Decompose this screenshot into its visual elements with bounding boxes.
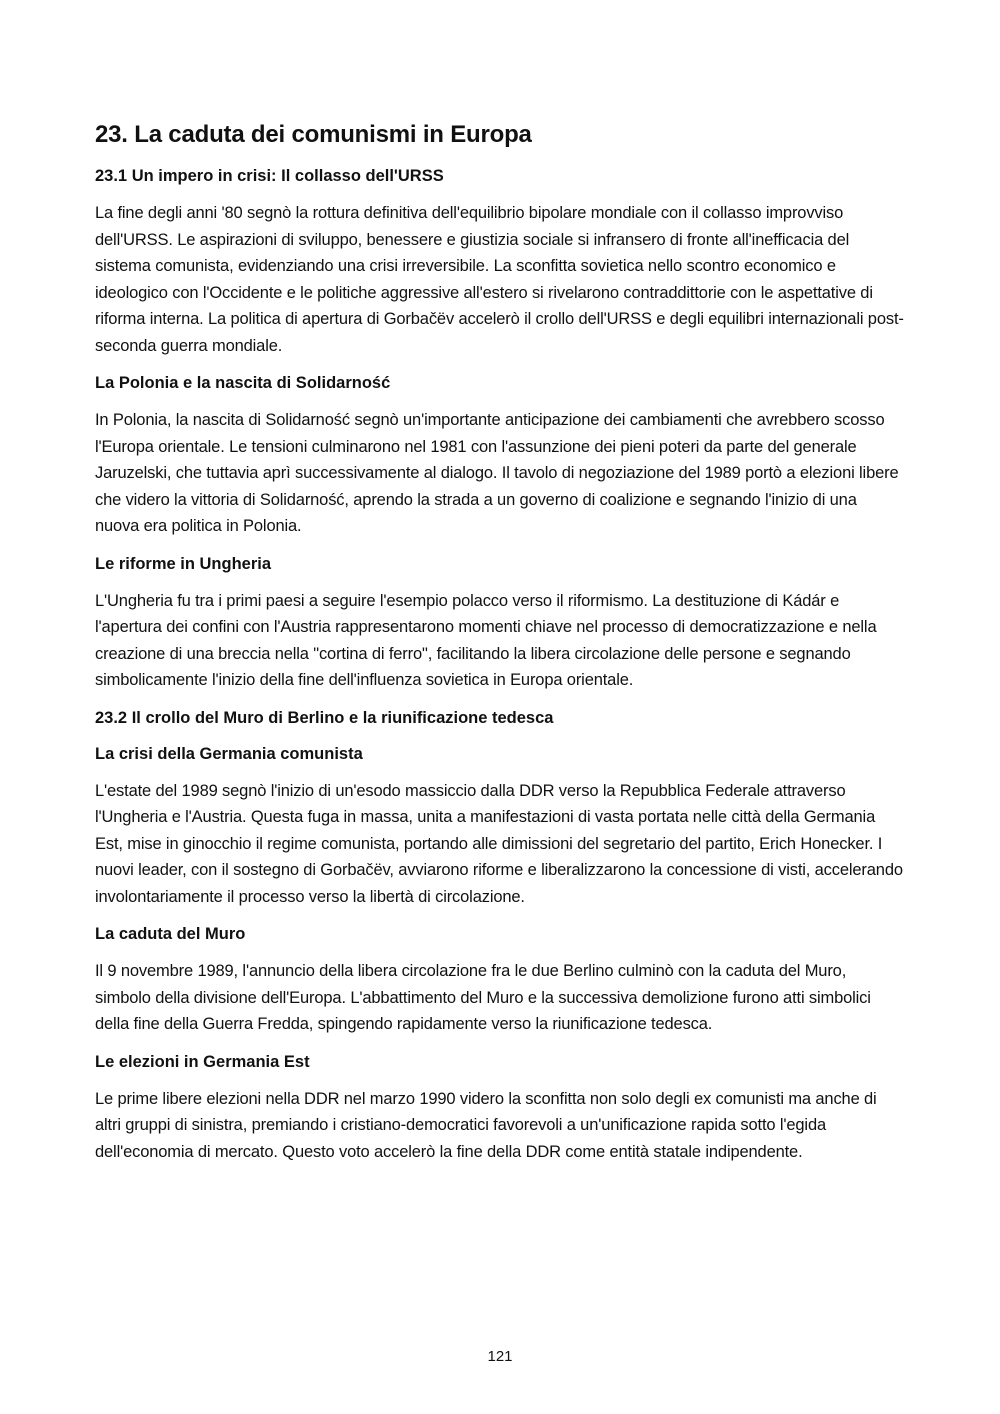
subsection-paragraph-elezioni-germania-est: Le prime libere elezioni nella DDR nel marzo 1990 videro la sconfitta non solo degli ex comunisti ma anche di altri gruppi di sinistra, premiando i cristiano-democratici favorevoli a un'unificazione rapida sotto l'egida dell'economia di mercato. Questo voto accelerò la fine della DDR come entità statale indipendente. — [95, 1089, 877, 1161]
subsection-paragraph-caduta-muro: Il 9 novembre 1989, l'annuncio della libera circolazione fra le due Berlino culminò con la caduta del Muro, simbolo della divisione dell'Europa. L'abbattimento del Muro e la successiva demolizione furono atti simbolici della fine della Guerra Fredda, spingendo rapidamente verso la riunificazione tedesca. — [95, 962, 871, 1033]
subsection-title-polonia: La Polonia e la nascita di Solidarność — [95, 374, 391, 392]
subsection-title-ungheria: Le riforme in Ungheria — [95, 554, 272, 573]
page-number: 121 — [487, 1348, 513, 1365]
section-title-23-1: 23.1 Un impero in crisi: Il collasso dell'URSS — [95, 167, 444, 185]
chapter-title: 23. La caduta dei comunismi in Europa — [95, 121, 532, 148]
subsection-paragraph-ungheria: L'Ungheria fu tra i primi paesi a seguire l'esempio polacco verso il riformismo. La destituzione di Kádár e l'apertura dei confini con l'Austria rappresentarono momenti chiave nel processo di democratizzazione e nella creazione di una breccia nella "cortina di ferro", facilitando la libera circolazione delle persone e segnando simbolicamente l'inizio della fine dell'influenza sovietica in Europa orientale. — [95, 591, 877, 689]
subsection-paragraph-crisi-germania: L'estate del 1989 segnò l'inizio di un'esodo massiccio dalla DDR verso la Repubblica Federale attraverso l'Ungheria e l'Austria. Questa fuga in massa, unita a manifestazioni di vasta portata nelle città della Germania Est, mise in ginocchio il regime comunista, portando alle dimissioni del segretario del partito, Erich Honecker. I nuovi leader, con il sostegno di Gorbačëv, avviarono riforme e liberalizzarono la concessione di visti, accelerando involontariamente il processo verso la libertà di circolazione. — [95, 781, 903, 906]
section-title-23-2: 23.2 Il crollo del Muro di Berlino e la riunificazione tedesca — [95, 708, 554, 727]
subsection-title-elezioni-germania-est: Le elezioni in Germania Est — [95, 1052, 310, 1071]
subsection-title-crisi-germania: La crisi della Germania comunista — [95, 744, 363, 763]
document-body — [95, 118, 905, 1177]
subsection-title-caduta-muro: La caduta del Muro — [95, 925, 246, 943]
section-23-1-intro-paragraph: La fine degli anni '80 segnò la rottura definitiva dell'equilibrio bipolare mondiale con il collasso improvviso dell'URSS. Le aspirazioni di sviluppo, benessere e giustizia sociale si infransero di fronte all'inefficacia del sistema comunista, evidenziando una crisi irreversibile. La sconfitta sovietica nello scontro economico e ideologico con l'Occidente e le politiche aggressive all'estero si rivelarono contraddittorie con le aspettative di riforma interna. La politica di apertura di Gorbačëv accelerò il crollo dell'URSS e degli equilibri internazionali post-seconda guerra mondiale. — [95, 204, 904, 355]
subsection-paragraph-polonia: In Polonia, la nascita di Solidarność segnò un'importante anticipazione dei cambiamenti che avrebbero scosso l'Europa orientale. Le tensioni culminarono nel 1981 con l'assunzione dei pieni poteri da parte del generale Jaruzelski, che tuttavia aprì successivamente al dialogo. Il tavolo di negoziazione del 1989 portò a elezioni libere che videro la vittoria di Solidarność, aprendo la strada a un governo di coalizione e segnando l'inizio di una nuova era politica in Polonia. — [95, 411, 899, 535]
